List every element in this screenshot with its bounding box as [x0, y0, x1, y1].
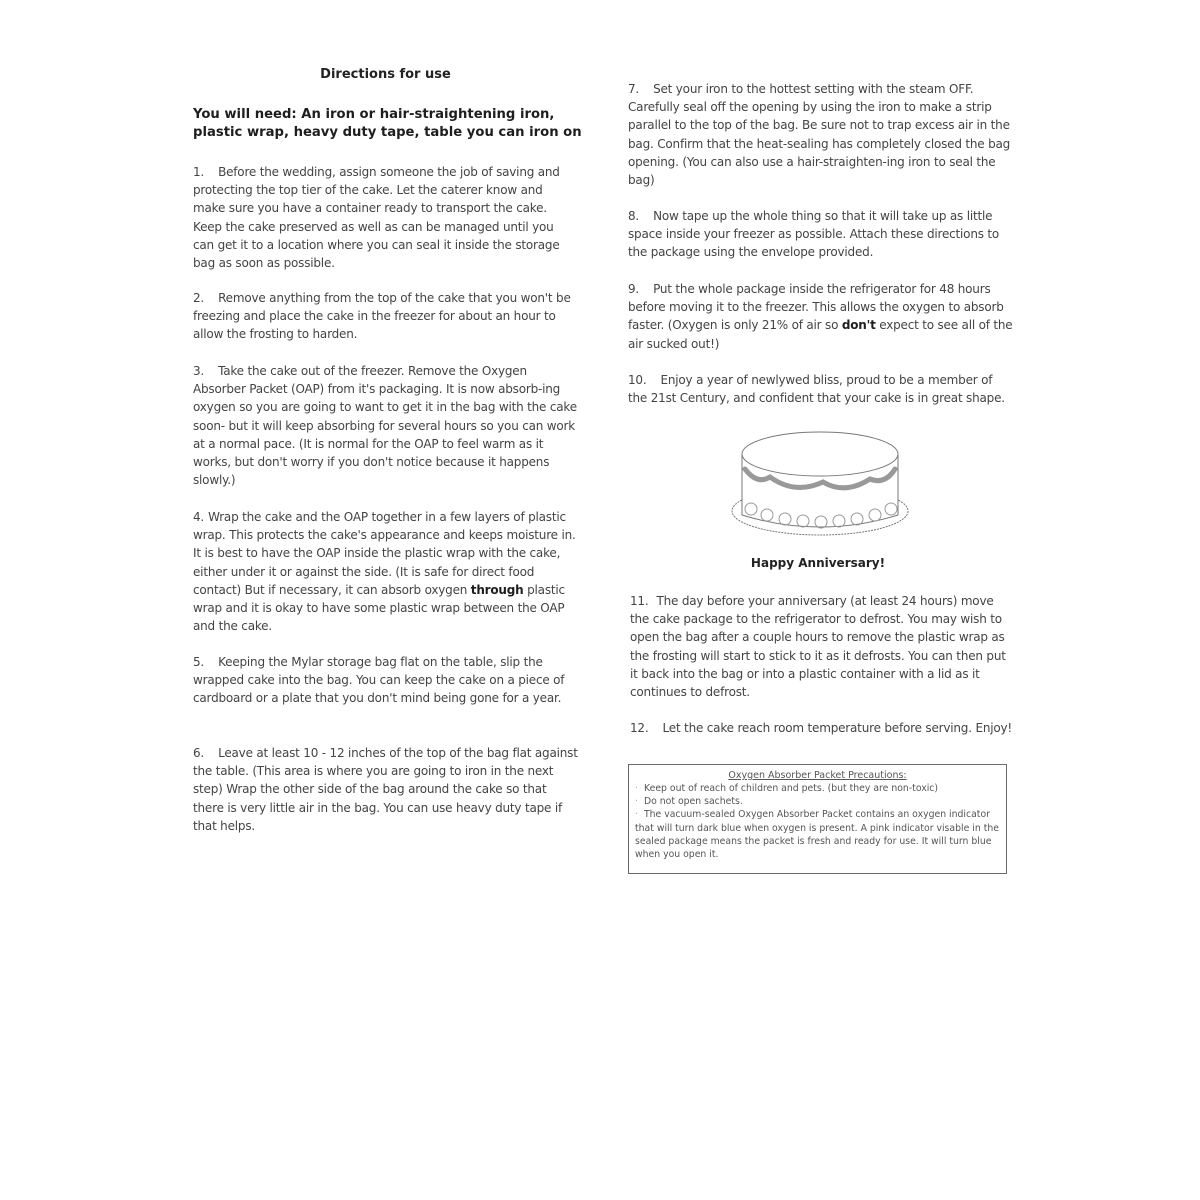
precautions-box [628, 764, 1007, 874]
cake-top [742, 432, 898, 476]
step-text: Leave at least 10 - 12 inches of the top of the bag flat against the table. (This area is where you are going to iron in the next step) Wrap the other side of the bag around the cake so that there is very little air in the bag. You can use heavy duty tape if that helps. [193, 746, 578, 833]
step-number: 8. [628, 209, 640, 223]
anniversary-caption: Happy Anniversary! [750, 556, 886, 570]
step-text: Take the cake out of the freezer. Remove the Oxygen Absorber Packet (OAP) from it's packaging. It is now absorb-ing oxygen so you are going to want to get it in the bag with the cake soon- but it will keep absorbing for several hours so you can work at a normal pace. (It is normal for the OAP to feel warm as it works, but don't worry if you don't notice because it happens slowly.) [193, 364, 577, 488]
precautions-title: Oxygen Absorber Packet Precautions: [728, 770, 907, 781]
step-text: Now tape up the whole thing so that it will take up as little space inside your freezer as possible. Attach these directions to the package using the envelope provided. [628, 209, 1000, 260]
precaution-text: Do not open sachets. [643, 796, 743, 808]
step-number: 6. [193, 746, 205, 760]
step-number: 4. [193, 510, 205, 524]
step-text-after: plastic wrap and it is okay to have some plastic wrap between the OAP and the cake. [193, 582, 565, 634]
precaution-text: The vacuum-sealed Oxygen Absorber Packet contains an oxygen indicator that will turn dark blue when oxygen is present. A pink indicator visable in the sealed package means the packet is fresh and ready for use. It will turn blue when you open it. [635, 809, 999, 861]
step-text: Enjoy a year of newlywed bliss, proud to be a member of the 21st Century, and confident that your cake is in great shape. [628, 373, 1005, 406]
step-4 [193, 508, 578, 635]
step-2 [193, 289, 578, 344]
step-9 [628, 280, 1013, 353]
step-text: Set your iron to the hottest setting with the steam OFF. Carefully seal off the opening by using the iron to make a strip parallel to the top of the bag. Be sure not to trap excess air in the bag. Confirm that the heat-sealing has completely closed the bag opening. (You can also use a hair-straighten-ing iron to seal the bag) [628, 82, 1011, 188]
step-number: 2. [193, 291, 205, 305]
bullet-icon: · [635, 809, 638, 821]
step-3 [193, 362, 578, 489]
step-1 [193, 163, 578, 272]
step-number: 9. [628, 282, 640, 296]
step-10 [628, 371, 1013, 407]
precaution-text: Keep out of reach of children and pets. (but they are non-toxic) [643, 783, 939, 794]
you-will-need: You will need: An iron or hair-straightening iron, plastic wrap, heavy duty tape, table you can iron on [193, 107, 582, 140]
step-12 [630, 719, 1015, 737]
step-text: Wrap the cake and the OAP together in a few layers of plastic wrap. This protects the cake's appearance and keeps moisture in. It is best to have the OAP inside the plastic wrap with the cake, either under it or against the side. (It is safe for direct food contact) But if necessary, it can absorb oxygen [193, 510, 576, 597]
step-text: Let the cake reach room temperature before serving. Enjoy! [662, 721, 1013, 735]
step-text: Put the whole package inside the refrigerator for 48 hours before moving it to the freezer. This allows the oxygen to absorb faster. (Oxygen is only 21% of air so [628, 282, 1004, 333]
step-bold-text: through [470, 582, 524, 597]
bullet-icon: · [635, 796, 638, 808]
step-text: The day before your anniversary (at least 24 hours) move the cake package to the refrigerator to defrost. You may wish to open the bag after a couple hours to remove the plastic wrap as the frosting will start to stick to it as it defrosts. You can then put it back into the bag or into a plastic container with a lid as it continues to defrost. [630, 594, 1006, 700]
step-number: 12. [630, 721, 649, 735]
step-text: Keeping the Mylar storage bag flat on the table, slip the wrapped cake into the bag. You can keep the cake on a piece of cardboard or a plate that you don't mind being gone for a year. [193, 655, 565, 706]
step-5 [193, 653, 578, 708]
step-text: Remove anything from the top of the cake that you won't be freezing and place the cake in the freezer for about an hour to allow the frosting to harden. [193, 291, 571, 342]
step-bold-text: don't [841, 318, 876, 333]
precaution-item [635, 808, 1000, 861]
precaution-item [635, 795, 1000, 808]
document-title: Directions for use [320, 67, 451, 82]
step-7 [628, 80, 1013, 189]
step-number: 3. [193, 364, 205, 378]
bullet-icon: · [635, 783, 638, 794]
step-6 [193, 744, 578, 835]
step-text: Before the wedding, assign someone the job of saving and protecting the top tier of the cake. Let the caterer know and make sure you have a container ready to transport the cake. Keep the cake preserved as well as can be managed until you can get it to a location where you can seal it inside the storage bag as soon as possible. [193, 165, 560, 271]
step-number: 11. [630, 594, 649, 608]
step-8 [628, 207, 1013, 262]
step-number: 5. [193, 655, 205, 669]
step-11 [630, 592, 1015, 701]
step-number: 10. [628, 373, 647, 387]
step-number: 7. [628, 82, 640, 96]
precaution-item [635, 782, 1000, 795]
step-text-after: expect to see all of the air sucked out!) [628, 318, 1013, 351]
step-number: 1. [193, 165, 205, 179]
cake-icon [725, 427, 915, 539]
